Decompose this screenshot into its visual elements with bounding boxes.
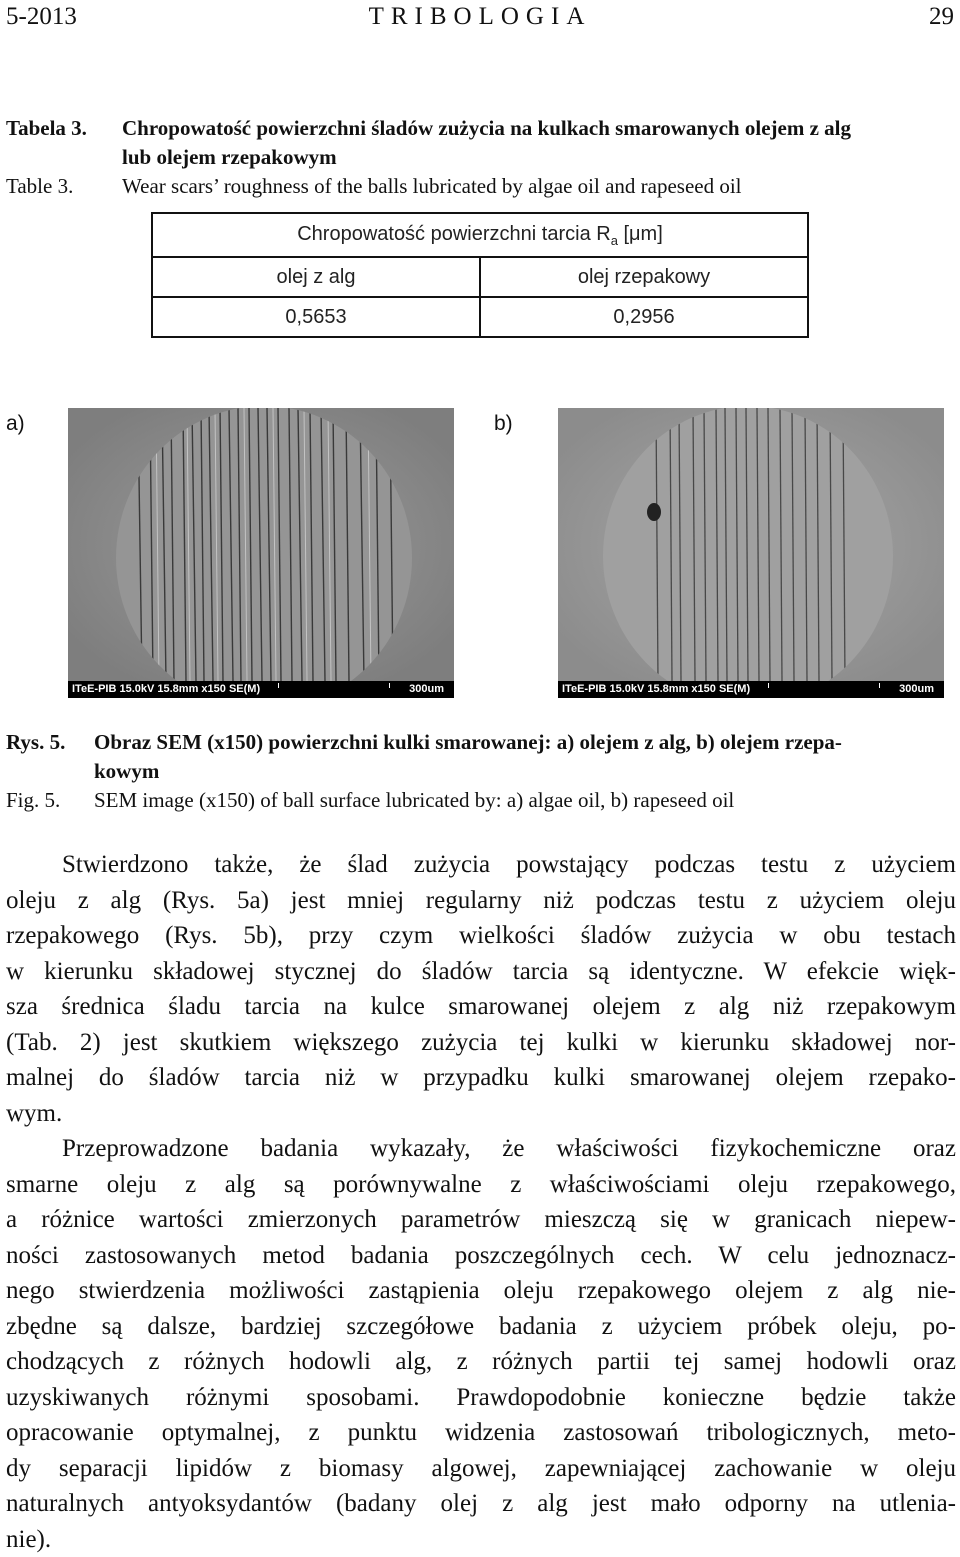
value-rapeseed-oil: 0,2956 [480, 297, 808, 337]
roughness-table [151, 212, 809, 338]
column-algae-oil: olej z alg [152, 257, 480, 297]
page-number: 29 [929, 0, 954, 34]
paragraph-line: chodzących z różnych hodowli alg, z różnych partii tej samej hodowli oraz [6, 1344, 956, 1380]
table-caption-en-text: Wear scars’ roughness of the balls lubricated by algae oil and rapeseed oil [122, 172, 960, 201]
paragraph-line: ności zastosowanych metod badania poszczególnych cech. W celu jednoznacz- [6, 1238, 956, 1274]
table-values-row [152, 297, 808, 337]
paragraph-line: nie). [6, 1522, 956, 1557]
paragraph-line: zbędne są dalsze, bardziej szczegółowe badania z użyciem próbek oleju, po- [6, 1309, 956, 1345]
table-caption-pl [6, 114, 956, 172]
sem-info-text-b: ITeE-PIB 15.0kV 15.8mm x150 SE(M) [562, 681, 750, 698]
paragraph-line: rzepakowego (Rys. 5b), przy czym wielkości śladów zużycia w obu testach [6, 918, 956, 954]
column-rapeseed-oil: olej rzepakowy [480, 257, 808, 297]
figure-caption-pl [6, 728, 956, 786]
figure-caption-pl-label: Rys. 5. [6, 728, 86, 757]
figure-caption-en-text: SEM image (x150) of ball surface lubricated by: a) algae oil, b) rapeseed oil [94, 786, 956, 815]
body-paragraph-2 [6, 1131, 956, 1557]
table-columns-row [152, 257, 808, 297]
table-caption-en-label: Table 3. [6, 172, 118, 201]
figure-caption-pl-line2: kowym [94, 759, 159, 783]
journal-title: TRIBOLOGIA [6, 0, 954, 34]
sem-image-algae-oil [68, 408, 454, 698]
table-header-row [152, 213, 808, 257]
figure-label-b: b) [494, 412, 513, 436]
paragraph-line: smarne oleju z alg są porównywalne z właściwościami oleju rzepakowego, [6, 1167, 956, 1203]
paragraph-line: sza średnica śladu tarcia na kulce smarowanej olejem z alg niż rzepakowym [6, 989, 956, 1025]
table-caption-pl-line1: Chropowatość powierzchni śladów zużycia na kulkach smarowanych olejem z alg [122, 116, 851, 140]
paragraph-line: w kierunku składowej stycznej do śladów tarcia są identyczne. W efekcie więk- [6, 954, 956, 990]
paragraph-line: (Tab. 2) jest skutkiem większego zużycia tej kulki w kierunku składowej nor- [6, 1025, 956, 1061]
paragraph-line: wym. [6, 1096, 956, 1132]
table-caption-en [6, 172, 956, 201]
sem-image-rapeseed-oil [558, 408, 944, 698]
running-header [6, 0, 954, 36]
table-caption-pl-line2: lub olejem rzepakowym [122, 145, 337, 169]
figure-caption-pl-line1: Obraz SEM (x150) powierzchni kulki smarowanej: a) olejem z alg, b) olejem rzepa- [94, 730, 842, 754]
paragraph-line: naturalnych antyoksydantów (badany olej z alg jest mało odporny na utlenia- [6, 1486, 956, 1522]
paragraph-line: opracowanie optymalnej, z punktu widzenia zastosowań tribologicznych, meto- [6, 1415, 956, 1451]
table-caption-pl-label: Tabela 3. [6, 114, 118, 143]
paragraph-line: Stwierdzono także, że ślad zużycia powstający podczas testu z użyciem [6, 847, 956, 883]
paragraph-line: Przeprowadzone badania wykazały, że właściwości fizykochemiczne oraz [6, 1131, 956, 1167]
sem-scale-text-b: 300um [899, 681, 934, 698]
issue-number: 5-2013 [6, 0, 77, 34]
sem-scale-text-a: 300um [409, 681, 444, 698]
figure-caption-en [6, 786, 956, 815]
paragraph-line: nego stwierdzenia możliwości zastąpienia oleju rzepakowego olejem z alg nie- [6, 1273, 956, 1309]
paragraph-line: uzyskiwanych różnymi sposobami. Prawdopodobnie konieczne będzie także [6, 1380, 956, 1416]
paragraph-line: malnej do śladów tarcia niż w przypadku kulki smarowanej olejem rzepako- [6, 1060, 956, 1096]
paragraph-line: dy separacji lipidów z biomasy algowej, zapewniającej zachowanie w oleju [6, 1451, 956, 1487]
sem-info-bar-a [68, 681, 454, 698]
paragraph-line: oleju z alg (Rys. 5a) jest mniej regularny niż podczas testu z użyciem oleju [6, 883, 956, 919]
table-header-cell: Chropowatość powierzchni tarcia $R_a$ [μm] [152, 213, 808, 257]
sem-scale-bar-b [768, 683, 880, 688]
figure-caption-en-label: Fig. 5. [6, 786, 86, 815]
figure-label-a: a) [6, 412, 25, 436]
value-algae-oil: 0,5653 [152, 297, 480, 337]
sem-info-bar-b [558, 681, 944, 698]
sem-scale-bar-a [278, 683, 390, 688]
paragraph-line: a różnice wartości zmierzonych parametrów mieszczą się w granicach niepew- [6, 1202, 956, 1238]
sem-info-text-a: ITeE-PIB 15.0kV 15.8mm x150 SE(M) [72, 681, 260, 698]
body-paragraph-1 [6, 847, 956, 1131]
